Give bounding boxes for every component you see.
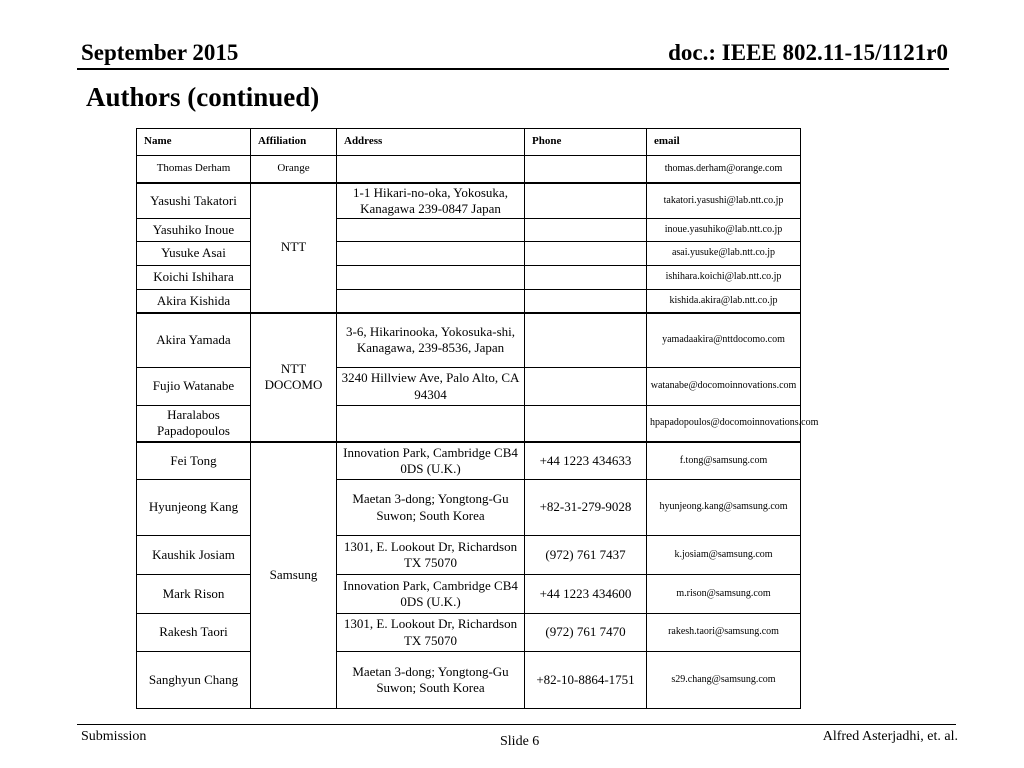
- table-row: [137, 219, 801, 242]
- author-phone: [525, 406, 647, 442]
- table-row: [137, 156, 801, 183]
- author-email: thomas.derham@orange.com: [647, 156, 801, 183]
- author-address: 1-1 Hikari-no-oka, Yokosuka, Kanagawa 239-0847 Japan: [337, 183, 525, 219]
- footer-submission: Submission: [81, 729, 147, 744]
- author-email: k.josiam@samsung.com: [647, 536, 801, 575]
- table-row: [137, 614, 801, 652]
- author-name: Kaushik Josiam: [137, 536, 251, 575]
- header-divider: [77, 68, 949, 70]
- author-name: Fujio Watanabe: [137, 368, 251, 406]
- author-address: [337, 156, 525, 183]
- author-email: hpapadopoulos@docomoinnovations.com: [647, 406, 801, 442]
- author-address: Maetan 3-dong; Yongtong-Gu Suwon; South Korea: [337, 480, 525, 536]
- author-affiliation: Samsung: [251, 442, 337, 709]
- table-row: [137, 575, 801, 614]
- author-email: f.tong@samsung.com: [647, 442, 801, 480]
- author-name: Sanghyun Chang: [137, 652, 251, 709]
- author-name: Thomas Derham: [137, 156, 251, 183]
- table-row: [137, 442, 801, 480]
- author-name: Fei Tong: [137, 442, 251, 480]
- author-email: asai.yusuke@lab.ntt.co.jp: [647, 242, 801, 266]
- author-email: hyunjeong.kang@samsung.com: [647, 480, 801, 536]
- footer-author: Alfred Asterjadhi, et. al.: [822, 729, 958, 744]
- author-email: watanabe@docomoinnovations.com: [647, 368, 801, 406]
- authors-table: [136, 128, 819, 709]
- author-affiliation: NTT: [251, 183, 337, 313]
- author-email: inoue.yasuhiko@lab.ntt.co.jp: [647, 219, 801, 242]
- table-row: [137, 242, 801, 266]
- column-header-name: Name: [137, 129, 251, 156]
- table-row: [137, 183, 801, 219]
- author-address: [337, 219, 525, 242]
- author-address: Maetan 3-dong; Yongtong-Gu Suwon; South Korea: [337, 652, 525, 709]
- author-name: Akira Kishida: [137, 290, 251, 313]
- table-row: [137, 406, 801, 442]
- author-address: 3240 Hillview Ave, Palo Alto, CA 94304: [337, 368, 525, 406]
- author-address: 1301, E. Lookout Dr, Richardson TX 75070: [337, 536, 525, 575]
- author-name: Yasuhiko Inoue: [137, 219, 251, 242]
- author-phone: [525, 266, 647, 290]
- table-row: [137, 266, 801, 290]
- author-name: Mark Rison: [137, 575, 251, 614]
- author-address: [337, 290, 525, 313]
- table-row: [137, 368, 801, 406]
- column-header-address: Address: [337, 129, 525, 156]
- author-phone: (972) 761 7437: [525, 536, 647, 575]
- author-address: Innovation Park, Cambridge CB4 0DS (U.K.): [337, 442, 525, 480]
- header-date: September 2015: [81, 40, 239, 65]
- column-header-phone: Phone: [525, 129, 647, 156]
- table-row: [137, 652, 801, 709]
- slide-number: Slide 6: [500, 734, 540, 749]
- author-phone: [525, 183, 647, 219]
- author-email: ishihara.koichi@lab.ntt.co.jp: [647, 266, 801, 290]
- author-phone: [525, 290, 647, 313]
- author-phone: [525, 219, 647, 242]
- author-email: kishida.akira@lab.ntt.co.jp: [647, 290, 801, 313]
- author-name: Hyunjeong Kang: [137, 480, 251, 536]
- footer-divider: [77, 724, 956, 725]
- author-name: Yasushi Takatori: [137, 183, 251, 219]
- author-phone: [525, 368, 647, 406]
- author-address: [337, 406, 525, 442]
- author-address: 3-6, Hikarinooka, Yokosuka-shi, Kanagawa, 239-8536, Japan: [337, 313, 525, 368]
- author-name: Rakesh Taori: [137, 614, 251, 652]
- author-phone: +82-10-8864-1751: [525, 652, 647, 709]
- author-address: Innovation Park, Cambridge CB4 0DS (U.K.): [337, 575, 525, 614]
- table-row: [137, 290, 801, 313]
- author-name: Koichi Ishihara: [137, 266, 251, 290]
- author-phone: +44 1223 434633: [525, 442, 647, 480]
- table-row: [137, 313, 801, 368]
- author-address: 1301, E. Lookout Dr, Richardson TX 75070: [337, 614, 525, 652]
- author-name: Haralabos Papadopoulos: [137, 406, 251, 442]
- author-phone: [525, 313, 647, 368]
- table-row: [137, 480, 801, 536]
- slide-title: Authors (continued): [86, 82, 320, 112]
- author-affiliation: NTT DOCOMO: [251, 313, 337, 442]
- column-header-affiliation: Affiliation: [251, 129, 337, 156]
- author-phone: (972) 761 7470: [525, 614, 647, 652]
- author-phone: [525, 156, 647, 183]
- author-phone: [525, 242, 647, 266]
- author-address: [337, 266, 525, 290]
- author-phone: +44 1223 434600: [525, 575, 647, 614]
- author-email: s29.chang@samsung.com: [647, 652, 801, 709]
- author-name: Akira Yamada: [137, 313, 251, 368]
- author-affiliation: Orange: [251, 156, 337, 183]
- author-email: rakesh.taori@samsung.com: [647, 614, 801, 652]
- column-header-email: email: [647, 129, 801, 156]
- author-phone: +82-31-279-9028: [525, 480, 647, 536]
- header-doc-id: doc.: IEEE 802.11-15/1121r0: [668, 40, 948, 65]
- author-email: yamadaakira@nttdocomo.com: [647, 313, 801, 368]
- table-row: [137, 536, 801, 575]
- table-header-row: [137, 129, 801, 156]
- author-email: m.rison@samsung.com: [647, 575, 801, 614]
- author-address: [337, 242, 525, 266]
- author-name: Yusuke Asai: [137, 242, 251, 266]
- author-email: takatori.yasushi@lab.ntt.co.jp: [647, 183, 801, 219]
